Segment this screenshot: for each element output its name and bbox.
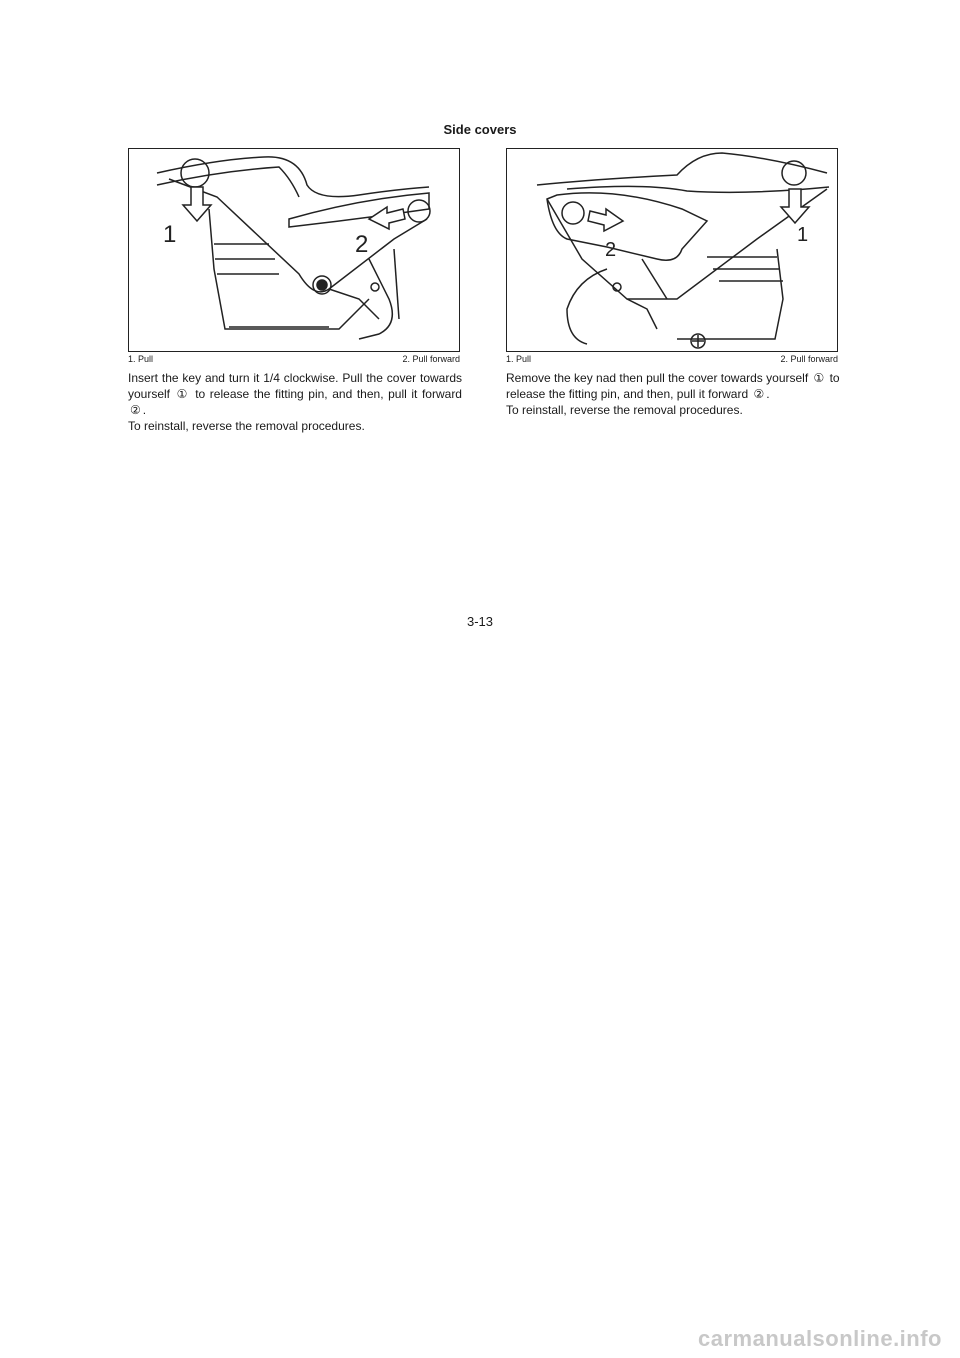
- left-text-part2: to release the fitting pin, and then, pull it forward: [190, 387, 462, 401]
- right-side-cover-illustration: [506, 148, 838, 352]
- caption-pull-forward: 2. Pull forward: [780, 354, 838, 364]
- left-reinstall-note: To reinstall, reverse the removal procedures.: [128, 419, 365, 433]
- right-instructions: [506, 370, 840, 418]
- caption-pull: 1. Pull: [506, 354, 532, 364]
- page-title: Side covers: [443, 122, 517, 137]
- callout-1: 1: [797, 224, 809, 246]
- callout-2: 2: [605, 239, 617, 261]
- left-instructions-para: [128, 370, 462, 418]
- right-figure-caption: [506, 354, 838, 364]
- marker-2: ②: [753, 387, 765, 401]
- right-text-part3: .: [766, 387, 770, 401]
- page-number: 3-13: [466, 614, 494, 629]
- right-instructions-para: [506, 370, 840, 402]
- marker-1: ①: [176, 387, 189, 401]
- left-text-part1: Insert the key and turn it 1/4 clockwise. Pull the cover towards yourself: [128, 371, 462, 401]
- left-figure-caption: [128, 354, 460, 364]
- left-side-cover-illustration: [128, 148, 460, 352]
- left-instructions: [128, 370, 462, 434]
- marker-2: ②: [130, 403, 141, 417]
- right-text-part2: to release the fitting pin, and then, pull it forward: [506, 371, 840, 401]
- callout-1: 1: [163, 221, 177, 248]
- right-reinstall-note: To reinstall, reverse the removal procedures.: [506, 403, 743, 417]
- marker-1: ①: [813, 371, 825, 385]
- callout-2: 2: [355, 231, 369, 258]
- caption-pull-forward: 2. Pull forward: [402, 354, 460, 364]
- left-text-part3: .: [142, 403, 147, 417]
- right-text-part1: Remove the key nad then pull the cover towards yourself: [506, 371, 812, 385]
- caption-pull: 1. Pull: [128, 354, 154, 364]
- watermark: carmanualsonline.info: [698, 1326, 942, 1351]
